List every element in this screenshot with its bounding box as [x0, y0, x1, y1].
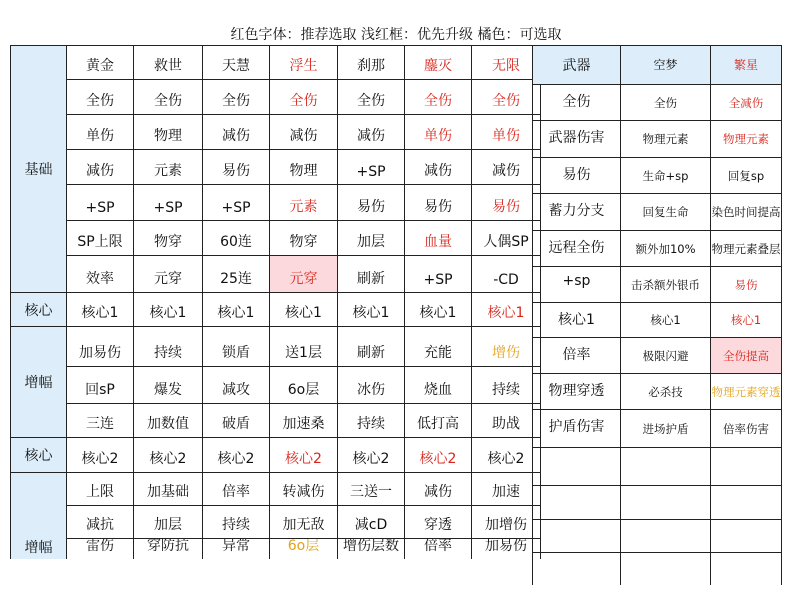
table-cell: 倍率: [532, 338, 621, 374]
table-cell: 易伤: [203, 150, 270, 185]
section-label: 基础: [10, 45, 67, 293]
table-cell: 减攻: [203, 367, 270, 404]
table-cell: 刷新: [338, 256, 405, 293]
table-cell: [532, 553, 621, 585]
table-cell: 减伤: [472, 150, 541, 185]
table-cell: 低打高: [405, 404, 472, 438]
table-cell: 核心2: [67, 438, 134, 473]
column-header: 黄金: [67, 45, 134, 80]
table-cell: 异常: [203, 539, 270, 559]
table-cell: [532, 520, 621, 553]
table-cell: 回复生命: [621, 194, 711, 231]
table-cell: 元穿: [134, 256, 203, 293]
table-cell: 减伤: [405, 473, 472, 506]
table-cell: [711, 553, 782, 585]
table-cell: 穿防抗: [134, 539, 203, 559]
table-cell: 核心1: [203, 293, 270, 327]
table-cell: [621, 448, 711, 486]
table-cell: SP上限: [67, 221, 134, 256]
table-cell: 烧血: [405, 367, 472, 404]
table-cell: 加速桑: [270, 404, 338, 438]
table-cell: 核心1: [621, 303, 711, 338]
table-cell: 减伤: [405, 150, 472, 185]
section-label: 增幅: [10, 327, 67, 438]
table-cell: 转减伤: [270, 473, 338, 506]
table-cell: 易伤: [338, 185, 405, 221]
table-cell: 全伤: [621, 85, 711, 121]
table-cell: 单伤: [405, 115, 472, 150]
table-cell: +SP: [67, 185, 134, 221]
table-cell: 蓄力分支: [532, 194, 621, 231]
table-cell: [711, 486, 782, 520]
table-cell: [711, 520, 782, 553]
table-cell: 核心2: [472, 438, 541, 473]
table-cell: 核心1: [338, 293, 405, 327]
table-cell: 刷新: [338, 327, 405, 367]
table-cell: 全伤提高: [711, 338, 782, 374]
table-cell: 增伤层数: [338, 539, 405, 559]
table-cell: 物穿: [134, 221, 203, 256]
table-cell: 易伤: [532, 158, 621, 194]
table-cell: 核心2: [270, 438, 338, 473]
weapon-header: 繁星: [711, 45, 782, 85]
column-header: 鏖灭: [405, 45, 472, 80]
table-cell: 物理: [134, 115, 203, 150]
table-cell: 效率: [67, 256, 134, 293]
table-cell: 全伤: [67, 80, 134, 115]
table-cell: 持续: [203, 506, 270, 539]
table-cell: 易伤: [711, 267, 782, 303]
table-cell: 击杀额外银币: [621, 267, 711, 303]
table-cell: 全伤: [472, 80, 541, 115]
table-cell: 加层: [134, 506, 203, 539]
table-cell: 全减伤: [711, 85, 782, 121]
table-cell: 冰伤: [338, 367, 405, 404]
weapon-table: [532, 45, 782, 565]
table-cell: [532, 486, 621, 520]
table-cell: 极限闪避: [621, 338, 711, 374]
table-cell: 减伤: [203, 115, 270, 150]
table-cell: 物理穿透: [532, 374, 621, 410]
table-cell: 物理元素: [711, 121, 782, 158]
table-cell: 爆发: [134, 367, 203, 404]
table-cell: 减伤: [270, 115, 338, 150]
table-cell: 染色时间提高: [711, 194, 782, 231]
table-cell: 易伤: [405, 185, 472, 221]
table-cell: 核心1: [134, 293, 203, 327]
table-cell: 全伤: [203, 80, 270, 115]
column-header: 无限: [472, 45, 541, 80]
column-header: 浮生: [270, 45, 338, 80]
table-cell: 6o层: [270, 539, 338, 559]
table-cell: 核心2: [405, 438, 472, 473]
table-cell: 加基础: [134, 473, 203, 506]
table-cell: 生命+sp: [621, 158, 711, 194]
table-cell: 单伤: [67, 115, 134, 150]
table-cell: 元穿: [270, 256, 338, 293]
table-cell: 破盾: [203, 404, 270, 438]
table-cell: 加易伤: [472, 539, 541, 559]
column-header: 刹那: [338, 45, 405, 80]
table-border: [10, 45, 532, 46]
table-cell: 倍率: [405, 539, 472, 559]
table-cell: 核心2: [134, 438, 203, 473]
table-cell: 物理元素穿透: [711, 374, 782, 410]
table-cell: 减cD: [338, 506, 405, 539]
table-cell: 全伤: [338, 80, 405, 115]
table-cell: 全伤: [134, 80, 203, 115]
table-cell: 加增伤: [472, 506, 541, 539]
table-cell: 6o层: [270, 367, 338, 404]
table-cell: -CD: [472, 256, 541, 293]
table-cell: 助战: [472, 404, 541, 438]
table-cell: 物穿: [270, 221, 338, 256]
table-cell: 武器伤害: [532, 121, 621, 158]
table-cell: 物理元素叠层: [711, 231, 782, 267]
column-header: 天慧: [203, 45, 270, 80]
weapon-header: 武器: [532, 45, 621, 85]
table-cell: 全伤: [270, 80, 338, 115]
table-cell: 元素: [134, 150, 203, 185]
table-cell: 减伤: [67, 150, 134, 185]
table-cell: 物理元素: [621, 121, 711, 158]
skill-table: [10, 45, 532, 565]
weapon-header: 空梦: [621, 45, 711, 85]
legend-title: 红色字体：推荐选取 浅红框：优先升级 橘色：可选取: [230, 27, 562, 43]
table-cell: 核心1: [270, 293, 338, 327]
table-cell: 持续: [338, 404, 405, 438]
table-cell: [621, 486, 711, 520]
section-label: 增幅: [10, 473, 67, 559]
table-cell: 持续: [472, 367, 541, 404]
table-cell: 额外加10%: [621, 231, 711, 267]
table-cell: 25连: [203, 256, 270, 293]
section-label: 核心: [10, 438, 67, 473]
table-cell: 倍率伤害: [711, 410, 782, 448]
table-cell: 核心1: [711, 303, 782, 338]
table-cell: 核心1: [405, 293, 472, 327]
table-cell: 必杀技: [621, 374, 711, 410]
table-cell: [621, 520, 711, 553]
table-cell: [621, 553, 711, 585]
table-cell: 全伤: [405, 80, 472, 115]
section-label: 核心: [10, 293, 67, 327]
table-cell: 60连: [203, 221, 270, 256]
table-cell: 上限: [67, 473, 134, 506]
table-cell: 加数值: [134, 404, 203, 438]
table-cell: 回复sp: [711, 158, 782, 194]
table-cell: 三连: [67, 404, 134, 438]
table-cell: +SP: [134, 185, 203, 221]
table-cell: 持续: [134, 327, 203, 367]
table-cell: 护盾伤害: [532, 410, 621, 448]
table-cell: 核心2: [203, 438, 270, 473]
table-cell: 回sP: [67, 367, 134, 404]
table-cell: 穿透: [405, 506, 472, 539]
table-cell: +sp: [532, 267, 621, 303]
table-cell: 血量: [405, 221, 472, 256]
table-cell: 物理: [270, 150, 338, 185]
table-border: [532, 45, 782, 46]
table-cell: 加层: [338, 221, 405, 256]
table-cell: 送1层: [270, 327, 338, 367]
table-cell: [711, 448, 782, 486]
table-cell: +SP: [338, 150, 405, 185]
table-cell: 核心1: [67, 293, 134, 327]
table-cell: 核心1: [472, 293, 541, 327]
table-cell: 加易伤: [67, 327, 134, 367]
table-cell: 锁盾: [203, 327, 270, 367]
table-cell: [532, 448, 621, 486]
column-header: 救世: [134, 45, 203, 80]
table-cell: 单伤: [472, 115, 541, 150]
table-cell: 雷伤: [67, 539, 134, 559]
table-cell: 核心2: [338, 438, 405, 473]
table-cell: 核心1: [532, 303, 621, 338]
table-cell: 减伤: [338, 115, 405, 150]
table-cell: +SP: [203, 185, 270, 221]
table-cell: 增伤: [472, 327, 541, 367]
table-cell: 加无敌: [270, 506, 338, 539]
table-cell: 远程全伤: [532, 231, 621, 267]
table-cell: 全伤: [532, 85, 621, 121]
table-cell: 易伤: [472, 185, 541, 221]
table-cell: 倍率: [203, 473, 270, 506]
table-cell: 元素: [270, 185, 338, 221]
table-cell: 三送一: [338, 473, 405, 506]
table-cell: 减抗: [67, 506, 134, 539]
table-cell: 充能: [405, 327, 472, 367]
table-cell: 人偶SP: [472, 221, 541, 256]
table-cell: 进场护盾: [621, 410, 711, 448]
table-cell: 加速: [472, 473, 541, 506]
table-cell: +SP: [405, 256, 472, 293]
